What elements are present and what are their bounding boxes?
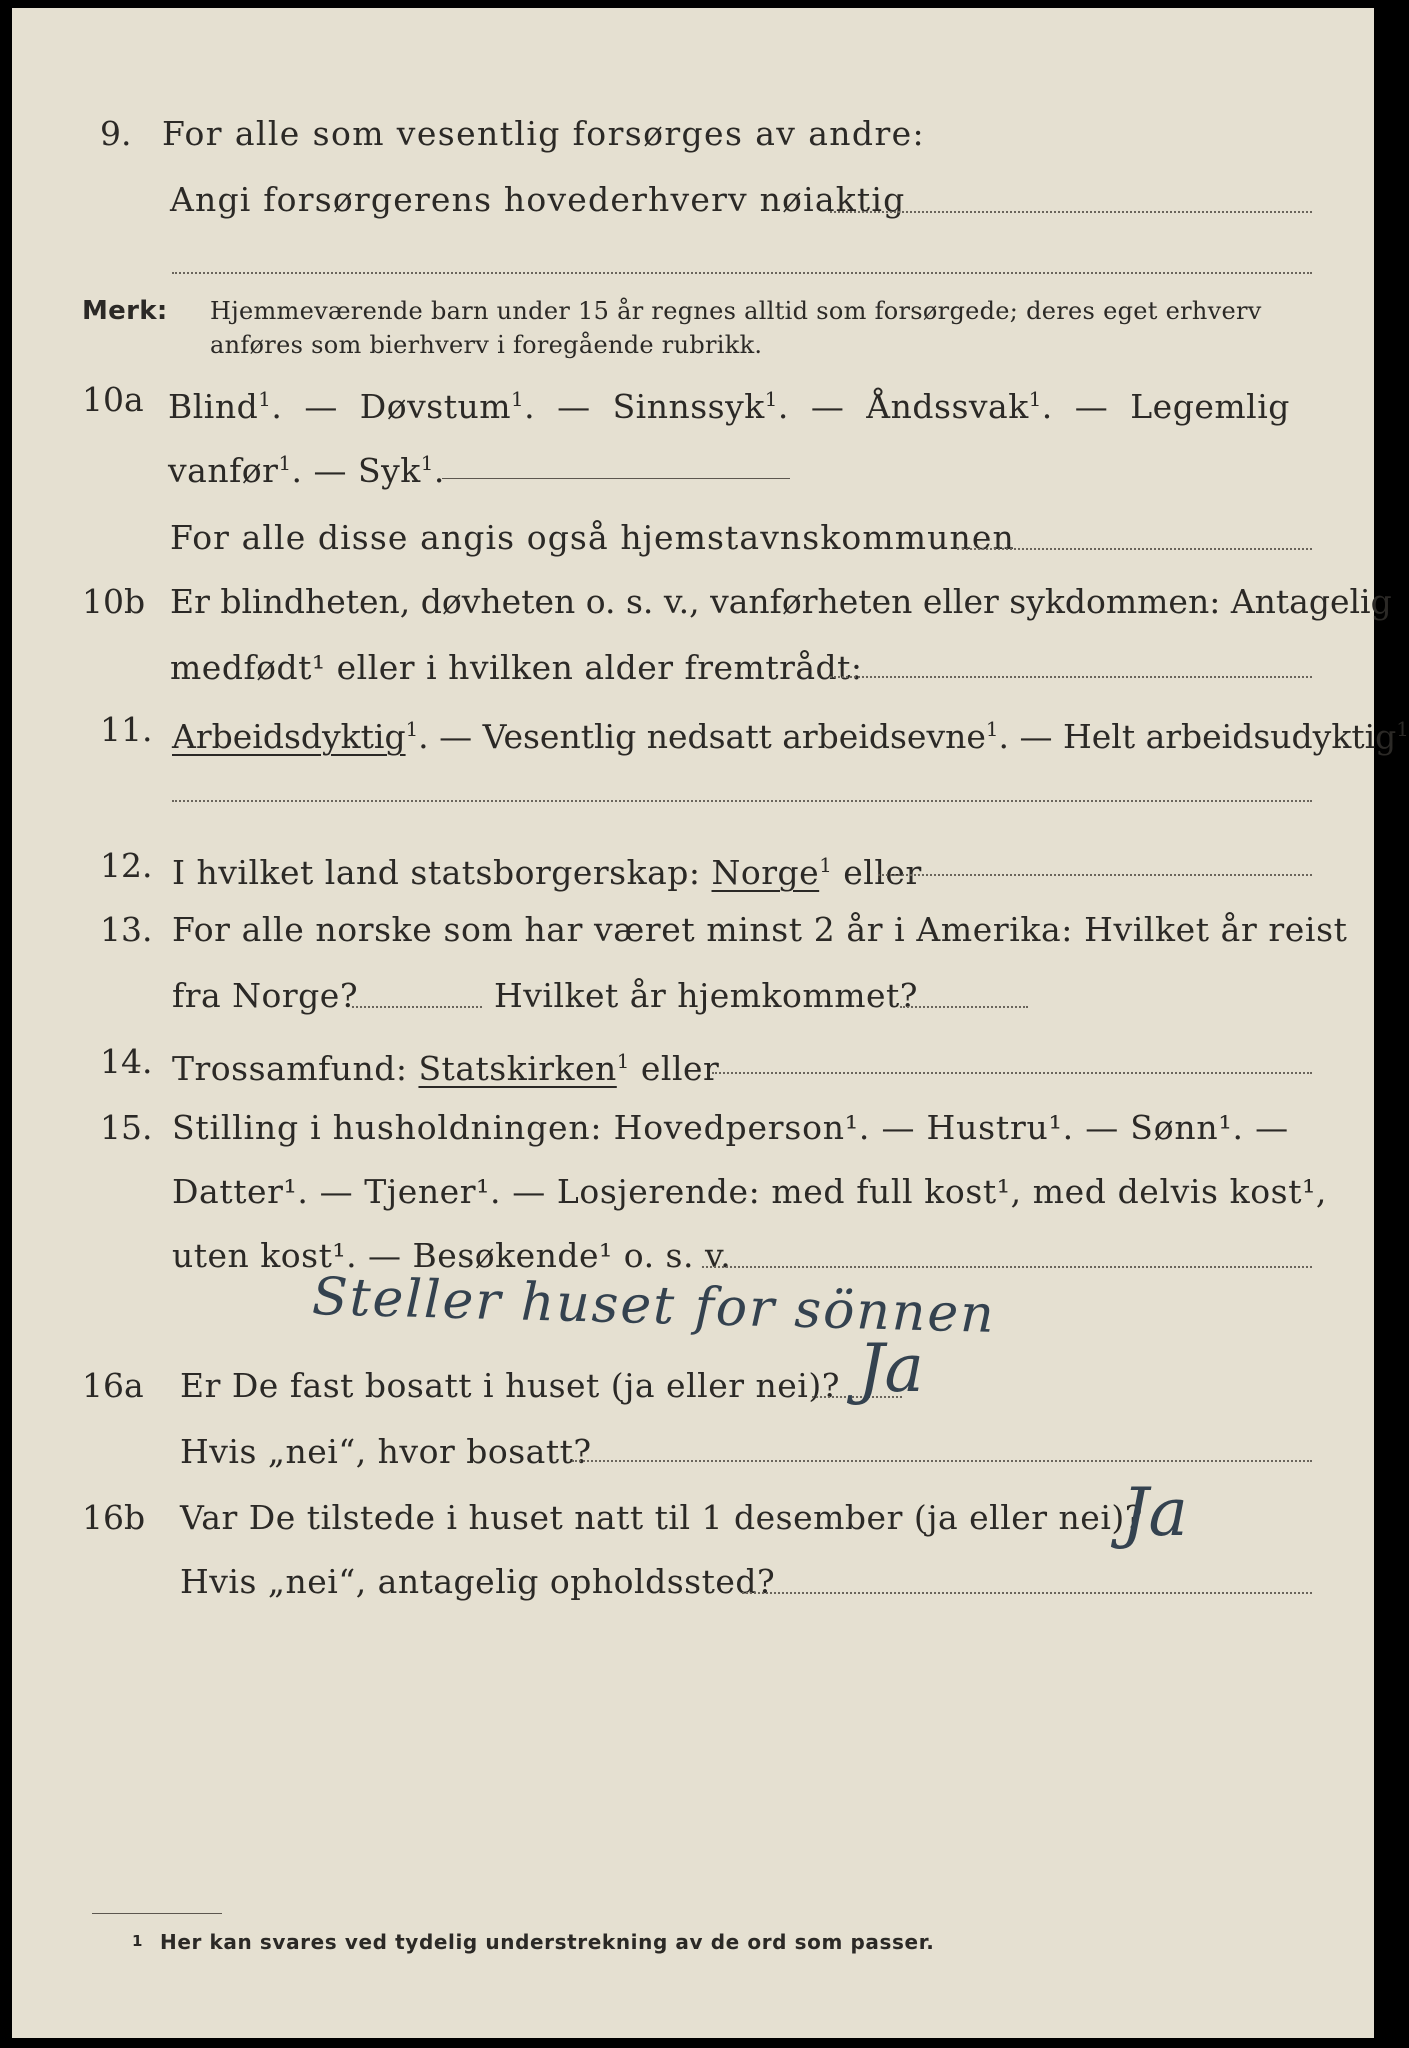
footnote-marker: 1	[132, 1932, 144, 1950]
q13-line2b: Hvilket år hjemkommet?	[494, 976, 918, 1015]
q13-line1: For alle norske som har været minst 2 år i Amerika: Hvilket år reist	[172, 910, 1348, 949]
q14-option-statskirken: Statskirken	[418, 1049, 617, 1088]
q16b-handwritten-answer: Ja	[1122, 1474, 1188, 1551]
merk-label: Merk:	[82, 296, 168, 326]
q15-handwritten-answer: Steller huset for sönnen	[311, 1267, 997, 1345]
q10a-line1: Blind$^1$. — Døvstum$^1$. — Sinnssyk$^1$. — Åndssvak$^1$. — Legemlig	[168, 387, 1290, 426]
q10a-hjemstavn-line	[957, 548, 1312, 550]
q11-number: 11.	[100, 710, 153, 749]
q10a-line3: For alle disse angis også hjemstavnskommunen	[170, 518, 1015, 557]
q16a-line1: Er De fast bosatt i huset (ja eller nei)?	[180, 1366, 840, 1405]
q16b-line2: Hvis „nei“, antagelig opholdssted?	[180, 1562, 776, 1601]
q9-line1: For alle som vesentlig forsørges av andre:	[162, 114, 926, 153]
q14-eller: eller	[640, 1049, 720, 1088]
q9-answer-line	[830, 211, 1312, 213]
q9-line2: Angi forsørgerens hovederhverv nøiaktig	[170, 180, 906, 219]
q16a-handwritten-answer: Ja	[858, 1330, 924, 1407]
footnote-text: Her kan svares ved tydelig understrekning av de ord som passer.	[160, 1930, 935, 1954]
q11-line1: Arbeidsdyktig$^1$. — Vesentlig nedsatt arbeidsevne$^1$. — Helt arbeidsudyktig$^1$	[172, 717, 1409, 756]
q14-number: 14.	[100, 1042, 153, 1081]
q10a-option-legemlig: Legemlig	[1130, 387, 1290, 426]
q10b-answer-line	[830, 676, 1312, 678]
q10a-option-syk: Syk	[358, 451, 421, 490]
q15-number: 15.	[100, 1108, 153, 1147]
q12-option-norge: Norge	[711, 853, 820, 892]
q12-answer-line	[878, 874, 1312, 876]
q10a-option-blind: Blind	[168, 387, 259, 426]
q16b-line1: Var De tilstede i huset natt til 1 desember (ja eller nei)?	[180, 1498, 1143, 1537]
q15-line3: uten kost¹. — Besøkende¹ o. s. v.	[172, 1236, 732, 1275]
merk-line1: Hjemmeværende barn under 15 år regnes alltid som forsørgede; deres eget erhverv	[210, 297, 1262, 325]
q10a-option-vanfor: vanfør	[168, 451, 279, 490]
q11-option-nedsatt: Vesentlig nedsatt arbeidsevne	[482, 717, 986, 756]
q16a-bosatt-line	[572, 1460, 1312, 1462]
q13-line2a: fra Norge?	[172, 976, 359, 1015]
q15-line2: Datter¹. — Tjener¹. — Losjerende: med full kost¹, med delvis kost¹,	[172, 1172, 1327, 1211]
q10a-line2: vanfør$^1$. — Syk$^1$.	[168, 451, 445, 490]
q11-answer-line	[172, 800, 1312, 802]
q12-number: 12.	[100, 846, 153, 885]
q15-line1: Stilling i husholdningen: Hovedperson¹. — Hustru¹. — Sønn¹. —	[172, 1108, 1289, 1147]
q16b-opholdssted-line	[742, 1592, 1312, 1594]
q9-answer-line-2	[172, 272, 1312, 274]
q13-reist-line	[352, 1006, 482, 1008]
q10a-option-andssvak: Åndssvak	[866, 387, 1029, 426]
q12-eller: eller	[843, 853, 922, 892]
q13-number: 13.	[100, 910, 153, 949]
q10b-number: 10b	[82, 582, 146, 621]
q10a-option-sinnssyk: Sinnssyk	[612, 387, 765, 426]
q10a-option-dovstum: Døvstum	[359, 387, 512, 426]
q10b-line2: medfødt¹ eller i hvilken alder fremtrådt:	[170, 648, 863, 687]
q11-option-udyktig: Helt arbeidsudyktig	[1062, 717, 1397, 756]
q14-line: Trossamfund: Statskirken$^1$ eller	[172, 1049, 720, 1088]
footnote-divider	[92, 1913, 222, 1914]
q9-number: 9.	[100, 114, 132, 153]
census-form-page	[12, 8, 1409, 2038]
q14-question: Trossamfund:	[172, 1049, 408, 1088]
q10a-answer-line	[442, 478, 790, 479]
q16a-number: 16a	[82, 1366, 144, 1405]
q16b-number: 16b	[82, 1498, 146, 1537]
q16a-line2: Hvis „nei“, hvor bosatt?	[180, 1432, 592, 1471]
q15-answer-line	[702, 1266, 1312, 1268]
q10a-number: 10a	[82, 380, 144, 419]
q12-question: I hvilket land statsborgerskap:	[172, 853, 701, 892]
merk-line2: anføres som bierhverv i foregående rubrikk.	[210, 331, 763, 359]
q13-hjemkommet-line	[900, 1006, 1028, 1008]
q10b-line1: Er blindheten, døvheten o. s. v., vanførheten eller sykdommen: Antagelig	[170, 582, 1392, 621]
q11-option-arbeidsdyktig: Arbeidsdyktig	[172, 717, 406, 756]
q14-answer-line	[712, 1072, 1312, 1074]
q12-line: I hvilket land statsborgerskap: Norge$^1$ eller	[172, 853, 922, 892]
